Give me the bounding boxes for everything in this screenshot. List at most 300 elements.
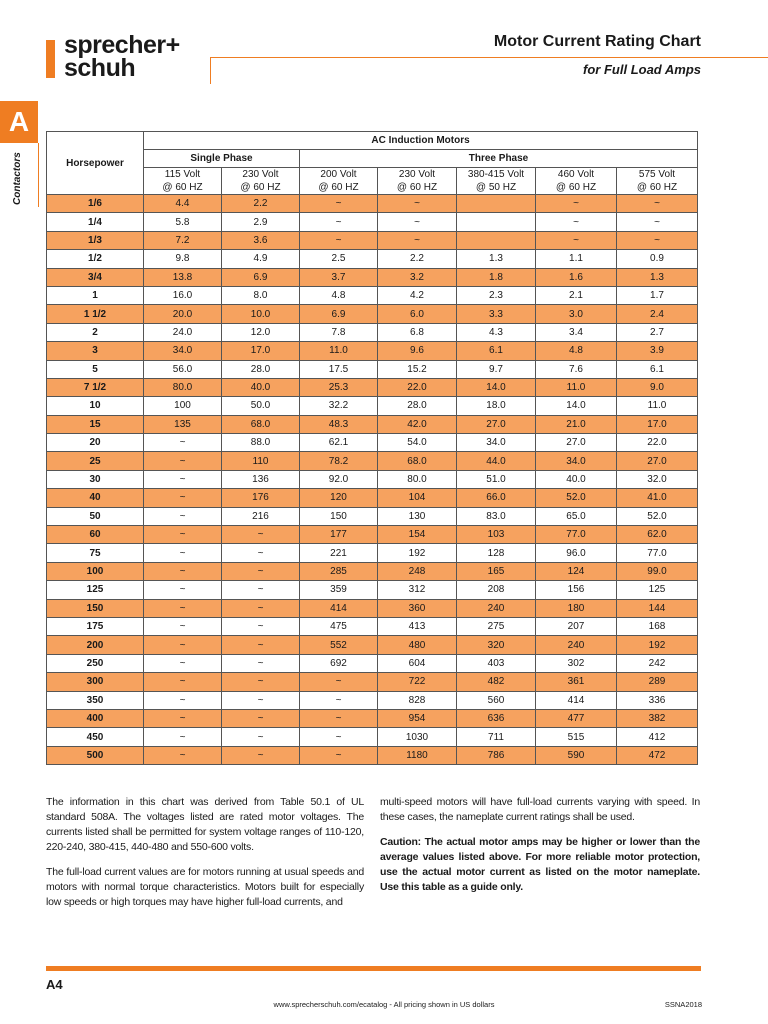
current-cell: 21.0: [536, 415, 617, 433]
current-cell: ~: [536, 231, 617, 249]
current-cell: ~: [144, 489, 222, 507]
horsepower-cell: 125: [47, 581, 144, 599]
current-cell: 14.0: [457, 378, 536, 396]
current-cell: 17.0: [617, 415, 698, 433]
current-cell: 4.9: [222, 250, 300, 268]
current-cell: 240: [536, 636, 617, 654]
current-cell: ~: [144, 452, 222, 470]
current-cell: 28.0: [378, 397, 457, 415]
current-cell: 1.7: [617, 286, 698, 304]
current-cell: 9.0: [617, 378, 698, 396]
current-cell: 14.0: [536, 397, 617, 415]
current-cell: 515: [536, 728, 617, 746]
current-cell: 6.8: [378, 323, 457, 341]
voltage-header: 460 Volt: [536, 168, 617, 182]
current-cell: ~: [144, 599, 222, 617]
current-cell: ~: [378, 195, 457, 213]
horsepower-cell: 175: [47, 617, 144, 635]
current-cell: 77.0: [617, 544, 698, 562]
current-cell: ~: [300, 195, 378, 213]
current-cell: ~: [222, 526, 300, 544]
frequency-header: @ 60 HZ: [536, 182, 617, 195]
table-row: [47, 360, 698, 378]
current-cell: 10.0: [222, 305, 300, 323]
current-cell: 180: [536, 599, 617, 617]
logo-mark: [46, 40, 55, 78]
horsepower-cell: 1/6: [47, 195, 144, 213]
current-cell: 302: [536, 654, 617, 672]
header-rule: [210, 57, 768, 58]
current-cell: ~: [300, 231, 378, 249]
current-cell: 360: [378, 599, 457, 617]
current-cell: 722: [378, 673, 457, 691]
current-cell: 312: [378, 581, 457, 599]
current-cell: 1.3: [457, 250, 536, 268]
horsepower-cell: 2: [47, 323, 144, 341]
current-cell: 20.0: [144, 305, 222, 323]
horsepower-cell: 20: [47, 434, 144, 452]
current-cell: 6.1: [617, 360, 698, 378]
table-row: [47, 562, 698, 580]
table-row: [47, 323, 698, 341]
current-cell: 1.6: [536, 268, 617, 286]
current-cell: 56.0: [144, 360, 222, 378]
current-cell: 6.0: [378, 305, 457, 323]
current-cell: 40.0: [222, 378, 300, 396]
current-cell: 480: [378, 636, 457, 654]
current-cell: 54.0: [378, 434, 457, 452]
current-cell: 130: [378, 507, 457, 525]
horsepower-cell: 1 1/2: [47, 305, 144, 323]
table-row: [47, 286, 698, 304]
section-tab-rule: [38, 143, 39, 207]
current-cell: [457, 195, 536, 213]
current-cell: 9.6: [378, 342, 457, 360]
page-subtitle: for Full Load Amps: [583, 62, 701, 77]
voltage-header: 380-415 Volt: [457, 168, 536, 182]
current-cell: 7.8: [300, 323, 378, 341]
page-number: A4: [46, 977, 63, 992]
frequency-header: @ 60 HZ: [378, 182, 457, 195]
table-row: [47, 544, 698, 562]
current-cell: 62.1: [300, 434, 378, 452]
current-cell: 382: [617, 709, 698, 727]
table-row: [47, 213, 698, 231]
current-cell: 52.0: [617, 507, 698, 525]
current-cell: 154: [378, 526, 457, 544]
current-cell: 52.0: [536, 489, 617, 507]
footer-url: www.sprecherschuh.com/ecatalog - All pricing shown in US dollars: [273, 1000, 495, 1009]
current-cell: ~: [144, 709, 222, 727]
table-row: [47, 728, 698, 746]
current-cell: 11.0: [300, 342, 378, 360]
current-cell: 165: [457, 562, 536, 580]
horsepower-cell: 1: [47, 286, 144, 304]
current-cell: ~: [378, 231, 457, 249]
current-cell: 590: [536, 746, 617, 764]
current-cell: 110: [222, 452, 300, 470]
current-cell: 786: [457, 746, 536, 764]
current-cell: 2.5: [300, 250, 378, 268]
current-cell: 240: [457, 599, 536, 617]
current-cell: 27.0: [457, 415, 536, 433]
table-row: [47, 617, 698, 635]
horsepower-cell: 450: [47, 728, 144, 746]
current-cell: 5.8: [144, 213, 222, 231]
current-cell: 248: [378, 562, 457, 580]
notes-right-column: [380, 795, 700, 905]
current-cell: 1.3: [617, 268, 698, 286]
current-cell: 7.6: [536, 360, 617, 378]
table-row: [47, 250, 698, 268]
current-cell: 472: [617, 746, 698, 764]
brand-logo: [64, 31, 180, 82]
horsepower-cell: 30: [47, 470, 144, 488]
horsepower-cell: 1/3: [47, 231, 144, 249]
footer-code: SSNA2018: [664, 1000, 702, 1009]
current-cell: 242: [617, 654, 698, 672]
current-cell: 42.0: [378, 415, 457, 433]
current-cell: ~: [144, 691, 222, 709]
current-cell: 482: [457, 673, 536, 691]
current-cell: 6.9: [300, 305, 378, 323]
table-row: [47, 581, 698, 599]
horsepower-cell: 1/4: [47, 213, 144, 231]
current-cell: 6.1: [457, 342, 536, 360]
current-cell: 4.8: [536, 342, 617, 360]
current-cell: 336: [617, 691, 698, 709]
horsepower-cell: 15: [47, 415, 144, 433]
current-cell: 24.0: [144, 323, 222, 341]
current-cell: 4.2: [378, 286, 457, 304]
current-cell: 7.2: [144, 231, 222, 249]
current-cell: 88.0: [222, 434, 300, 452]
table-row: [47, 691, 698, 709]
table-row: [47, 397, 698, 415]
header-rule-tick: [210, 57, 211, 84]
current-cell: 40.0: [536, 470, 617, 488]
current-cell: 25.3: [300, 378, 378, 396]
table-row: [47, 507, 698, 525]
horsepower-cell: 25: [47, 452, 144, 470]
horsepower-cell: 150: [47, 599, 144, 617]
current-cell: 207: [536, 617, 617, 635]
current-cell: ~: [222, 691, 300, 709]
current-cell: 41.0: [617, 489, 698, 507]
current-cell: ~: [144, 617, 222, 635]
current-cell: 9.8: [144, 250, 222, 268]
horsepower-cell: 40: [47, 489, 144, 507]
table-row: [47, 709, 698, 727]
current-cell: 99.0: [617, 562, 698, 580]
current-cell: 403: [457, 654, 536, 672]
frequency-header: @ 60 HZ: [300, 182, 378, 195]
current-cell: 4.8: [300, 286, 378, 304]
table-row: [47, 434, 698, 452]
note-paragraph: The full-load current values are for motors running at usual speeds and motors with normal torque characteristics. Motors built for especially low speeds or high torques may have higher full-load currents, and: [46, 866, 364, 908]
voltage-header: 230 Volt: [378, 168, 457, 182]
horsepower-cell: 350: [47, 691, 144, 709]
current-cell: 176: [222, 489, 300, 507]
current-cell: 65.0: [536, 507, 617, 525]
brand-line-1: sprecher+: [64, 31, 180, 59]
current-cell: 320: [457, 636, 536, 654]
horsepower-cell: 3: [47, 342, 144, 360]
current-cell: ~: [222, 654, 300, 672]
current-cell: 177: [300, 526, 378, 544]
current-cell: 22.0: [378, 378, 457, 396]
current-cell: ~: [144, 507, 222, 525]
table-row: [47, 470, 698, 488]
current-cell: 477: [536, 709, 617, 727]
ac-induction-header: AC Induction Motors: [144, 132, 698, 150]
footer-rule: [46, 966, 701, 971]
current-cell: 68.0: [222, 415, 300, 433]
table-row: [47, 195, 698, 213]
current-cell: 28.0: [222, 360, 300, 378]
current-cell: ~: [222, 673, 300, 691]
current-cell: 3.9: [617, 342, 698, 360]
current-cell: 3.2: [378, 268, 457, 286]
current-cell: 9.7: [457, 360, 536, 378]
current-cell: 92.0: [300, 470, 378, 488]
current-cell: 100: [144, 397, 222, 415]
current-cell: 136: [222, 470, 300, 488]
current-cell: 15.2: [378, 360, 457, 378]
current-cell: 11.0: [617, 397, 698, 415]
current-cell: 1.1: [536, 250, 617, 268]
horsepower-cell: 60: [47, 526, 144, 544]
current-cell: ~: [222, 728, 300, 746]
current-cell: 0.9: [617, 250, 698, 268]
current-cell: 124: [536, 562, 617, 580]
current-cell: 1180: [378, 746, 457, 764]
current-cell: 604: [378, 654, 457, 672]
table-row: [47, 378, 698, 396]
current-cell: 16.0: [144, 286, 222, 304]
horsepower-cell: 7 1/2: [47, 378, 144, 396]
current-cell: 50.0: [222, 397, 300, 415]
current-cell: 552: [300, 636, 378, 654]
current-cell: 17.0: [222, 342, 300, 360]
current-cell: 78.2: [300, 452, 378, 470]
current-cell: 4.3: [457, 323, 536, 341]
current-cell: 51.0: [457, 470, 536, 488]
current-cell: 289: [617, 673, 698, 691]
current-cell: ~: [378, 213, 457, 231]
current-cell: 80.0: [144, 378, 222, 396]
current-cell: 3.6: [222, 231, 300, 249]
current-cell: ~: [222, 746, 300, 764]
current-cell: 80.0: [378, 470, 457, 488]
current-cell: 12.0: [222, 323, 300, 341]
current-cell: 2.9: [222, 213, 300, 231]
current-cell: 3.7: [300, 268, 378, 286]
current-cell: 954: [378, 709, 457, 727]
voltage-header: 200 Volt: [300, 168, 378, 182]
current-cell: 3.3: [457, 305, 536, 323]
current-cell: 135: [144, 415, 222, 433]
current-cell: 359: [300, 581, 378, 599]
current-cell: 2.3: [457, 286, 536, 304]
current-cell: 34.0: [536, 452, 617, 470]
current-cell: 34.0: [144, 342, 222, 360]
current-cell: 17.5: [300, 360, 378, 378]
current-cell: ~: [617, 213, 698, 231]
table-row: [47, 526, 698, 544]
current-cell: ~: [300, 746, 378, 764]
current-cell: 412: [617, 728, 698, 746]
table-row: [47, 746, 698, 764]
horsepower-header: Horsepower: [47, 132, 144, 195]
current-cell: 414: [300, 599, 378, 617]
current-cell: ~: [144, 746, 222, 764]
current-cell: 103: [457, 526, 536, 544]
current-cell: ~: [300, 709, 378, 727]
current-cell: 216: [222, 507, 300, 525]
note-paragraph: multi-speed motors will have full-load currents varying with speed. In these cases, the nameplate current ratings shall be used.: [380, 796, 700, 823]
current-cell: 2.2: [222, 195, 300, 213]
current-cell: 192: [378, 544, 457, 562]
current-cell: [457, 213, 536, 231]
note-paragraph: The information in this chart was derived from Table 50.1 of UL standard 508A. The voltages listed are rated motor voltages. The currents listed shall be permitted for system voltage ranges of 110-120, 220-240, 380-415, 440-480 and 550-600 volts.: [46, 796, 364, 853]
current-cell: ~: [144, 636, 222, 654]
current-cell: 285: [300, 562, 378, 580]
frequency-header: @ 60 HZ: [222, 182, 300, 195]
current-cell: 32.2: [300, 397, 378, 415]
table-row: [47, 415, 698, 433]
frequency-header: @ 60 HZ: [617, 182, 698, 195]
current-cell: 3.4: [536, 323, 617, 341]
current-cell: 6.9: [222, 268, 300, 286]
table-row: [47, 489, 698, 507]
current-cell: ~: [144, 526, 222, 544]
brand-line-2: schuh: [64, 54, 136, 82]
current-cell: ~: [536, 213, 617, 231]
current-cell: 2.2: [378, 250, 457, 268]
current-cell: 208: [457, 581, 536, 599]
current-cell: 156: [536, 581, 617, 599]
horsepower-cell: 50: [47, 507, 144, 525]
current-cell: 32.0: [617, 470, 698, 488]
current-cell: ~: [144, 434, 222, 452]
current-cell: 77.0: [536, 526, 617, 544]
current-cell: 27.0: [536, 434, 617, 452]
current-cell: ~: [222, 617, 300, 635]
single-phase-header: Single Phase: [144, 150, 300, 168]
voltage-header: 115 Volt: [144, 168, 222, 182]
current-cell: 192: [617, 636, 698, 654]
frequency-header: @ 50 HZ: [457, 182, 536, 195]
table-row: [47, 342, 698, 360]
current-cell: 11.0: [536, 378, 617, 396]
current-cell: ~: [144, 673, 222, 691]
current-cell: 475: [300, 617, 378, 635]
current-cell: ~: [222, 709, 300, 727]
current-cell: 275: [457, 617, 536, 635]
horsepower-cell: 250: [47, 654, 144, 672]
voltage-header: 575 Volt: [617, 168, 698, 182]
current-cell: 8.0: [222, 286, 300, 304]
current-cell: ~: [617, 195, 698, 213]
horsepower-cell: 400: [47, 709, 144, 727]
horsepower-cell: 100: [47, 562, 144, 580]
current-cell: 711: [457, 728, 536, 746]
current-cell: ~: [222, 581, 300, 599]
current-cell: ~: [222, 544, 300, 562]
current-cell: ~: [144, 470, 222, 488]
current-cell: 221: [300, 544, 378, 562]
current-cell: 692: [300, 654, 378, 672]
table-row: [47, 268, 698, 286]
current-cell: 828: [378, 691, 457, 709]
horsepower-cell: 200: [47, 636, 144, 654]
current-cell: 18.0: [457, 397, 536, 415]
current-cell: 44.0: [457, 452, 536, 470]
current-cell: 2.1: [536, 286, 617, 304]
horsepower-cell: 10: [47, 397, 144, 415]
current-cell: 66.0: [457, 489, 536, 507]
current-cell: ~: [222, 636, 300, 654]
page-title: Motor Current Rating Chart: [493, 33, 701, 50]
current-cell: 34.0: [457, 434, 536, 452]
current-cell: ~: [144, 581, 222, 599]
current-cell: 4.4: [144, 195, 222, 213]
current-cell: ~: [222, 599, 300, 617]
current-cell: 104: [378, 489, 457, 507]
current-cell: ~: [144, 654, 222, 672]
three-phase-header: Three Phase: [300, 150, 698, 168]
current-cell: 13.8: [144, 268, 222, 286]
current-cell: 125: [617, 581, 698, 599]
current-cell: 361: [536, 673, 617, 691]
frequency-header: @ 60 HZ: [144, 182, 222, 195]
table-row: [47, 636, 698, 654]
current-cell: 22.0: [617, 434, 698, 452]
notes-left-column: [46, 795, 364, 920]
current-cell: ~: [300, 728, 378, 746]
current-cell: 27.0: [617, 452, 698, 470]
current-cell: 2.7: [617, 323, 698, 341]
current-cell: ~: [536, 195, 617, 213]
current-cell: 83.0: [457, 507, 536, 525]
horsepower-cell: 5: [47, 360, 144, 378]
current-cell: ~: [617, 231, 698, 249]
current-cell: 62.0: [617, 526, 698, 544]
table-row: [47, 305, 698, 323]
current-cell: 560: [457, 691, 536, 709]
current-cell: 150: [300, 507, 378, 525]
current-cell: 144: [617, 599, 698, 617]
table-row: [47, 599, 698, 617]
table-row: [47, 452, 698, 470]
table-row: [47, 673, 698, 691]
current-cell: ~: [300, 673, 378, 691]
current-cell: 3.0: [536, 305, 617, 323]
current-cell: 636: [457, 709, 536, 727]
current-cell: 1030: [378, 728, 457, 746]
horsepower-cell: 1/2: [47, 250, 144, 268]
current-cell: 48.3: [300, 415, 378, 433]
current-cell: 1.8: [457, 268, 536, 286]
current-cell: ~: [144, 544, 222, 562]
current-cell: [457, 231, 536, 249]
current-cell: 128: [457, 544, 536, 562]
current-cell: 96.0: [536, 544, 617, 562]
current-cell: 120: [300, 489, 378, 507]
voltage-header: 230 Volt: [222, 168, 300, 182]
current-cell: 2.4: [617, 305, 698, 323]
